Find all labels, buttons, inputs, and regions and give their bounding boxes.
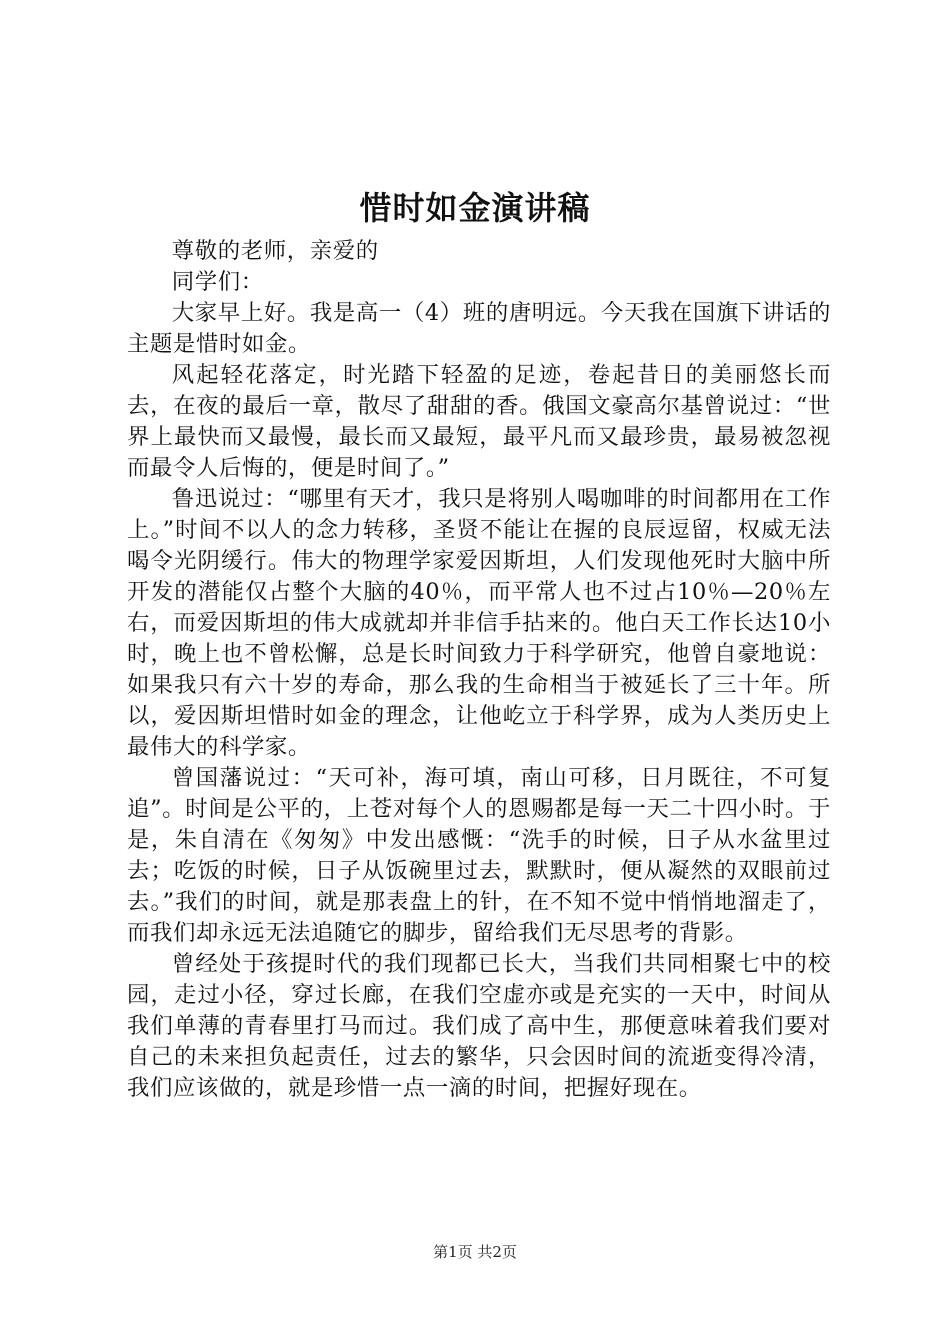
salutation-line-1: 尊敬的老师，亲爱的 — [171, 238, 379, 264]
document-body — [127, 236, 831, 1104]
paragraph-gorky: 风起轻花落定，时光踏下轻盈的足迹，卷起昔日的美丽悠长而去，在夜的最后一章，散尽了甜甜的香。俄国文豪高尔基曾说过：“世界上最快而又最慢，最长而又最短，最平凡而又最珍贵，最易被忽视而最令人后悔的，便是时间了。” — [127, 362, 831, 481]
paragraph-greeting: 大家早上好。我是高一（4）班的唐明远。今天我在国旗下讲话的主题是惜时如金。 — [127, 300, 831, 357]
document-title: 惜时如金演讲稿 — [359, 189, 591, 227]
salutation-line-2: 同学们： — [171, 269, 264, 295]
page-number-footer: 第1页 共2页 — [433, 1243, 517, 1261]
paragraph-conclusion: 曾经处于孩提时代的我们现都已长大，当我们共同相聚七中的校园，走过小径，穿过长廊，在我们空虚亦或是充实的一天中，时间从我们单薄的青春里打马而过。我们成了高中生，那便意味着我们要对自己的未来担负起责任，过去的繁华，只会因时间的流逝变得冷清，我们应该做的，就是珍惜一点一滴的时间，把握好现在。 — [127, 951, 831, 1101]
paragraph-zeng-guofan: 曾国藩说过：“天可补，海可填，南山可移，日月既往，不可复追”。时间是公平的，上苍对每个人的恩赐都是每一天二十四小时。于是，朱自清在《匆匆》中发出感慨：“洗手的时候，日子从水盆里过去；吃饭的时候，日子从饭碗里过去，默默时，便从凝然的双眼前过去。”我们的时间，就是那表盘上的针，在不知不觉中悄悄地溜走了，而我们却永远无法追随它的脚步，留给我们无尽思考的背影。 — [127, 765, 831, 946]
paragraph-luxun-einstein: 鲁迅说过：“哪里有天才，我只是将别人喝咖啡的时间都用在工作上。”时间不以人的念力转移，圣贤不能让在握的良辰逗留，权威无法喝令光阴缓行。伟大的物理学家爱因斯坦，人们发现他死时大脑中所开发的潜能仅占整个大脑的40％，而平常人也不过占10％—20％左右，而爱因斯坦的伟大成就却并非信手拈来的。他白天工作长达10小时，晚上也不曾松懈，总是长时间致力于科学研究，他曾自豪地说：如果我只有六十岁的寿命，那么我的生命相当于被延长了三十年。所以，爱因斯坦惜时如金的理念，让他屹立于科学界，成为人类历史上最伟大的科学家。 — [127, 486, 831, 760]
